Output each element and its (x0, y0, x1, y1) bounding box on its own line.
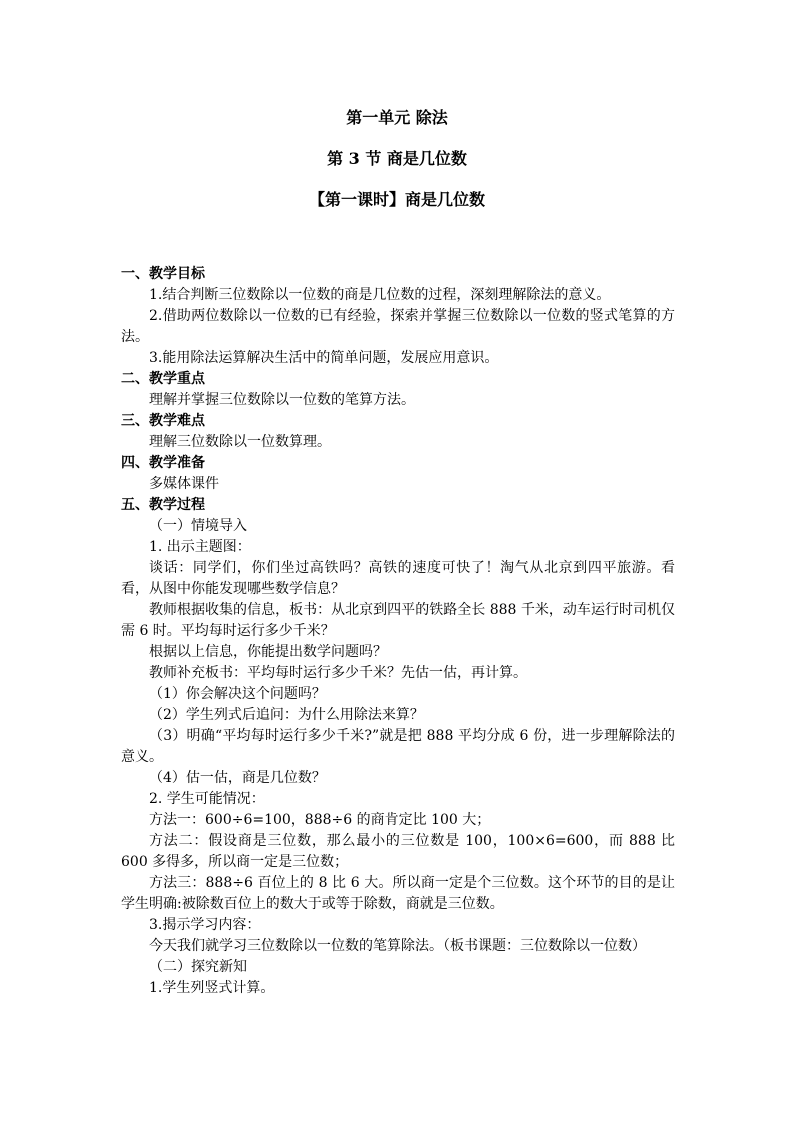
objective-3: 3.能用除法运算解决生活中的简单问题，发展应用意识。 (149, 350, 499, 366)
objectives-heading: 一、教学目标 (121, 266, 205, 282)
preparation-heading: 四、教学准备 (121, 455, 205, 471)
unit-title: 第一单元 除法 (346, 108, 448, 127)
paragraph: 3.揭示学习内容： (149, 917, 261, 933)
difficulties-text: 理解三位数除以一位数算理。 (149, 434, 331, 450)
method-2: 方法二：假设商是三位数，那么最小的三位数是 100，100×6=600，而 888 比 600 多得多，所以商一定是三位数； (121, 833, 675, 870)
question-4: （4）估一估，商是几位数？ (149, 770, 326, 786)
question-2: （2）学生列式后追问：为什么用除法来算？ (149, 707, 424, 723)
paragraph: 教师根据收集的信息，板书：从北京到四平的铁路全长 888 千米，动车运行时司机仅需 6 时。平均每时运行多少千米？ (121, 602, 675, 639)
question-1: （1）你会解决这个问题吗？ (149, 686, 326, 702)
key-points-text: 理解并掌握三位数除以一位数的笔算方法。 (149, 392, 415, 408)
paragraph: 1. 出示主题图： (149, 539, 251, 555)
part-2-heading: （二）探究新知 (149, 959, 247, 975)
method-3: 方法三：888÷6 百位上的 8 比 6 大。所以商一定是个三位数。这个环节的目的是让学生明确:被除数百位上的数大于或等于除数，商就是三位数。 (121, 875, 675, 912)
lesson-title: 【第一课时】商是几位数 (308, 190, 485, 209)
paragraph: 教师补充板书：平均每时运行多少千米？先估一估，再计算。 (149, 665, 527, 681)
part-1-heading: （一）情境导入 (149, 518, 247, 534)
objective-2: 2.借助两位数除以一位数的已有经验，探索并掌握三位数除以一位数的竖式笔算的方法。 (121, 308, 675, 345)
paragraph: 2. 学生可能情况： (149, 791, 265, 807)
key-points-heading: 二、教学重点 (121, 371, 205, 387)
paragraph: 谈话：同学们，你们坐过高铁吗？高铁的速度可快了！淘气从北京到四平旅游。看看，从图中你能发现哪些数学信息？ (121, 560, 675, 597)
question-3: （3）明确“平均每时运行多少千米?”就是把 888 平均分成 6 份，进一步理解除法的意义。 (121, 728, 675, 765)
preparation-text: 多媒体课件 (149, 476, 219, 492)
paragraph: 根据以上信息，你能提出数学问题吗？ (149, 644, 387, 660)
section-title: 第 3 节 商是几位数 (327, 149, 467, 168)
process-heading: 五、教学过程 (121, 497, 205, 513)
paragraph: 1.学生列竖式计算。 (149, 980, 275, 996)
paragraph: 今天我们就学习三位数除以一位数的笔算除法。（板书课题：三位数除以一位数） (149, 938, 646, 954)
objective-1: 1.结合判断三位数除以一位数的商是几位数的过程，深刻理解除法的意义。 (149, 287, 611, 303)
difficulties-heading: 三、教学难点 (121, 413, 205, 429)
document-body (121, 264, 675, 999)
method-1: 方法一：600÷6=100，888÷6 的商肯定比 100 大； (149, 812, 491, 828)
